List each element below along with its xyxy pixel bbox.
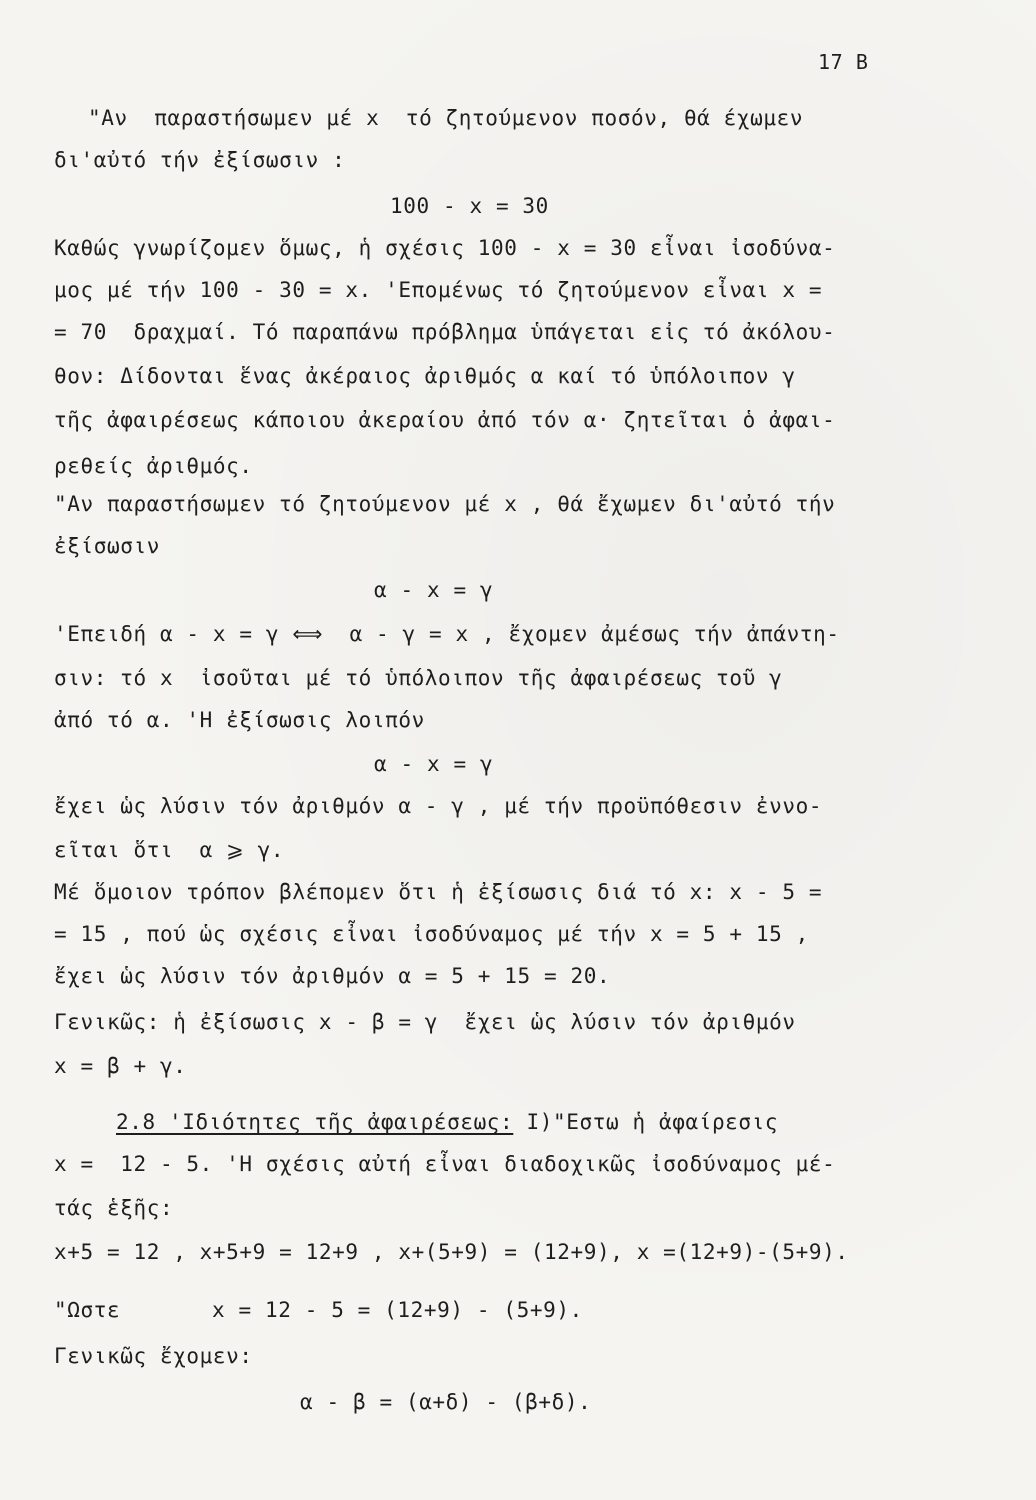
equation-2: α - x = γ [374,578,494,602]
page-number: 17 B [818,50,869,74]
text-line-13: ἀπό τό α. 'Η ἐξίσωσις λοιπόν [54,708,425,732]
section-heading-title: 2.8 'Ιδιότητες τῆς ἀφαιρέσεως: [116,1110,514,1134]
text-line-22: τάς ἑξῆς: [54,1196,174,1220]
text-line-8: ρεθείς ἀριθμός. [54,454,253,478]
text-line-11: 'Επειδή α - x = γ ⟺ α - γ = x , ἔχομεν ἀμέσως τήν ἀπάντη- [54,622,840,646]
equation-1: 100 - x = 30 [390,194,549,218]
text-line-2: δι'αὐτό τήν ἐξίσωσιν : [54,148,346,172]
text-line-21: x = 12 - 5. 'Η σχέσις αὐτή εἶναι διαδοχικῶς ἰσοδύναμος μέ- [54,1152,836,1176]
equation-chain: x+5 = 12 , x+5+9 = 12+9 , x+(5+9) = (12+9), x =(12+9)-(5+9). [54,1240,849,1264]
section-heading-rest: Ι)"Εστω ἡ ἀφαίρεσις [513,1110,779,1134]
text-line-20: x = β + γ. [54,1054,187,1078]
equation-3: α - x = γ [374,752,494,776]
text-line-18: ἔχει ὡς λύσιν τόν ἀριθμόν α = 5 + 15 = 20. [54,964,611,988]
text-line-24: Γενικῶς ἔχομεν: [54,1344,253,1368]
text-line-17: = 15 , πού ὡς σχέσις εἶναι ἰσοδύναμος μέ τήν x = 5 + 15 , [54,922,809,946]
text-line-3: Καθώς γνωρίζομεν ὅμως, ἡ σχέσις 100 - x = 30 εἶναι ἰσοδύνα- [54,236,836,260]
text-line-19: Γενικῶς: ἡ ἐξίσωσις x - β = γ ἔχει ὡς λύσιν τόν ἀριθμόν [54,1010,796,1034]
equation-5: α - β = (α+δ) - (β+δ). [300,1390,592,1414]
text-line-12: σιν: τό x ἰσοῦται μέ τό ὑπόλοιπον τῆς ἀφαιρέσεως τοῦ γ [54,666,783,690]
equation-4: x = 12 - 5 = (12+9) - (5+9). [212,1298,583,1322]
text-line-1: "Αν παραστήσωμεν μέ x τό ζητούμενον ποσόν, θά έχωμεν [88,106,804,130]
text-line-7: τῆς ἀφαιρέσεως κάποιου ἀκεραίου ἀπό τόν α· ζητεῖται ὁ ἀφαι- [54,408,836,432]
text-line-9: "Αν παραστήσωμεν τό ζητούμενον μέ x , θά ἔχωμεν δι'αὐτό τήν [54,492,836,516]
text-line-10: ἐξίσωσιν [54,534,160,558]
text-line-6: θον: Δίδονται ἕνας ἀκέραιος ἀριθμός α καί τό ὑπόλοιπον γ [54,364,796,388]
text-line-4: μος μέ τήν 100 - 30 = x. 'Επομένως τό ζητούμενον εἶναι x = [54,278,823,302]
text-line-15: εῖται ὅτι α ⩾ γ. [54,838,285,862]
text-line-14: ἔχει ὡς λύσιν τόν ἀριθμόν α - γ , μέ τήν προϋπόθεσιν ἐννο- [54,794,823,818]
text-line-23: "Ωστε [54,1298,121,1322]
text-line-16: Μέ ὅμοιον τρόπον βλέπομεν ὅτι ἡ ἐξίσωσις διά τό x: x - 5 = [54,880,823,904]
text-line-5: = 70 δραχμαί. Τό παραπάνω πρόβλημα ὑπάγεται εἰς τό ἀκόλου- [54,320,836,344]
section-heading [116,1108,778,1136]
